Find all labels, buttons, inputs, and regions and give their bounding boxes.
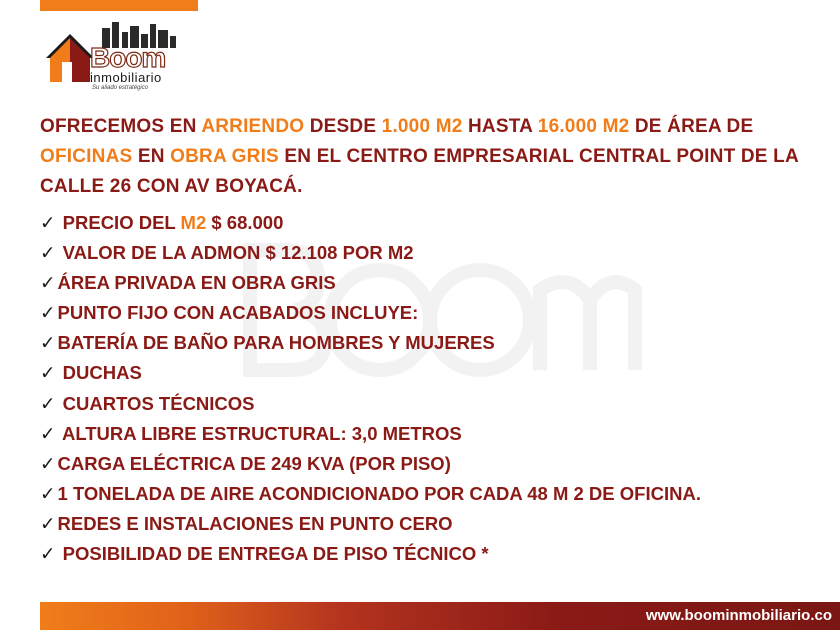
list-item-text: CUARTOS TÉCNICOS (57, 392, 255, 414)
logo-tagline: Su aliado estratégico (92, 85, 149, 91)
list-item-piso-tecnico (40, 539, 820, 569)
check-icon: ✓ (40, 512, 56, 534)
features-list (40, 208, 820, 569)
logo-name: Boom (90, 42, 166, 73)
check-icon: ✓ (40, 482, 56, 504)
list-item-text: 1 TONELADA DE AIRE ACONDICIONADO POR CADA 48 M 2 DE OFICINA. (57, 482, 701, 504)
price-label: PRECIO DEL (57, 212, 181, 233)
list-item-punto-fijo (40, 298, 820, 328)
footer-bar (40, 602, 840, 630)
intro-text-3: HASTA (462, 116, 538, 137)
price-unit-highlight: M2 (180, 212, 207, 233)
intro-paragraph (40, 112, 810, 202)
check-icon: ✓ (40, 362, 56, 384)
list-item-text: ÁREA PRIVADA EN OBRA GRIS (57, 272, 336, 294)
check-icon: ✓ (40, 392, 56, 414)
intro-text-1: OFRECEMOS EN (40, 116, 202, 137)
check-icon: ✓ (40, 452, 56, 474)
intro-highlight-obra-gris: OBRA GRIS (170, 146, 279, 167)
list-item-altura (40, 419, 820, 449)
check-icon: ✓ (40, 302, 56, 324)
list-item-text: CARGA ELÉCTRICA DE 249 KVA (POR PISO) (57, 452, 451, 474)
list-item-text: VALOR DE LA ADMON $ 12.108 POR M2 (57, 242, 414, 264)
list-item-aire (40, 479, 820, 509)
list-item-text: ALTURA LIBRE ESTRUCTURAL: 3,0 METROS (57, 422, 462, 444)
intro-text-5: EN (132, 146, 171, 167)
list-item-cuartos-tecnicos (40, 389, 820, 419)
intro-text-2: DESDE (304, 116, 382, 137)
list-item-redes (40, 509, 820, 539)
check-icon: ✓ (40, 212, 56, 233)
check-icon: ✓ (40, 543, 56, 565)
intro-highlight-oficinas: OFICINAS (40, 146, 133, 167)
list-item-admon (40, 238, 820, 268)
price-value: $ 68.000 (206, 212, 284, 233)
intro-text-6: EN EL CENTRO EMPRESARIAL CENTRAL POINT DE LA CALLE 26 CON AV BOYACÁ. (40, 146, 799, 197)
list-item-text: POSIBILIDAD DE ENTREGA DE PISO TÉCNICO * (57, 543, 489, 565)
logo-subtitle: inmobiliario (90, 70, 162, 85)
check-icon: ✓ (40, 422, 56, 444)
intro-highlight-max-area: 16.000 M2 (537, 116, 630, 137)
check-icon: ✓ (40, 242, 56, 264)
check-icon: ✓ (40, 332, 56, 354)
list-item-text: DUCHAS (57, 362, 142, 384)
list-item-text: BATERÍA DE BAÑO PARA HOMBRES Y MUJERES (57, 332, 495, 354)
list-item-price (40, 208, 820, 238)
check-icon: ✓ (40, 272, 56, 294)
list-item-bateria-bano (40, 328, 820, 358)
website-link[interactable]: www.boominmobiliario.co (645, 607, 832, 624)
intro-text-4: DE ÁREA DE (629, 116, 754, 137)
logo (42, 18, 212, 102)
list-item-area-privada (40, 268, 820, 298)
list-item-carga-electrica (40, 449, 820, 479)
list-item-text: PUNTO FIJO CON ACABADOS INCLUYE: (57, 302, 419, 324)
intro-highlight-min-area: 1.000 M2 (381, 116, 463, 137)
intro-highlight-arriendo: ARRIENDO (201, 116, 305, 137)
top-accent-bar (40, 0, 198, 11)
list-item-duchas (40, 358, 820, 388)
list-item-text: REDES E INSTALACIONES EN PUNTO CERO (57, 512, 453, 534)
